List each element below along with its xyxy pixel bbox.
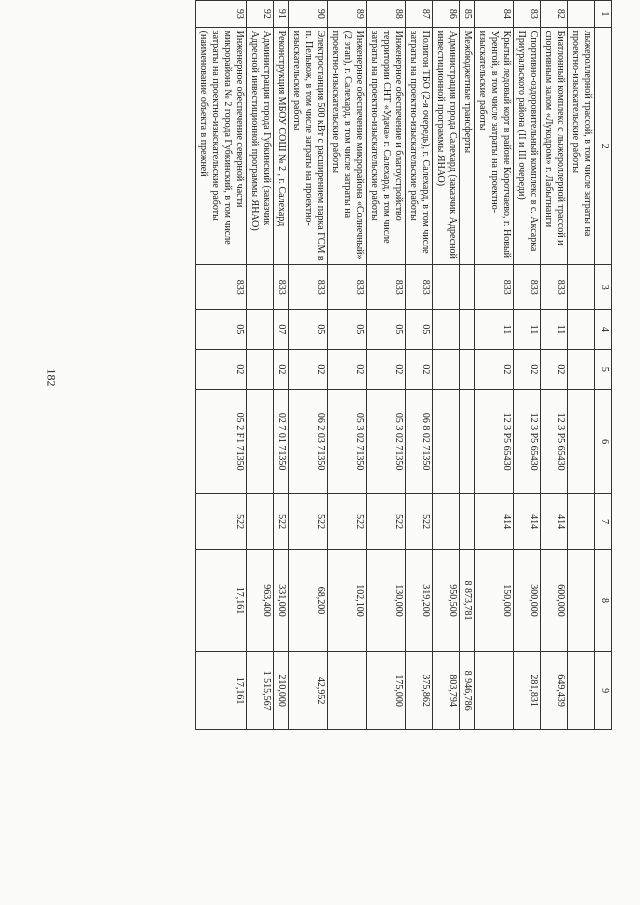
- cell-col4: 05: [328, 309, 367, 349]
- cell-col6: 05 2 F1 71350: [196, 389, 247, 493]
- table-row: [367, 1, 406, 730]
- table-row: [328, 1, 367, 730]
- table-row: [196, 1, 247, 730]
- cell-col4: 11: [514, 309, 541, 349]
- cell-col4: [433, 309, 460, 349]
- cell-name: Инженерное обеспечение северной части микрорайона № 2 города Губкинский, в том числе затраты на проектно-изыскательские работы (наименование объекта в прежней: [196, 27, 247, 265]
- column-header: 1: [595, 1, 612, 28]
- cell-col5: 02: [406, 349, 433, 389]
- cell-col4: 11: [475, 309, 514, 349]
- cell-col6: [433, 389, 460, 493]
- cell-col6: 06 2 03 71350: [289, 389, 328, 493]
- cell-col5: 02: [475, 349, 514, 389]
- cell-col9: 17,161: [196, 652, 247, 730]
- cell-col8: 130,000: [367, 549, 406, 651]
- cell-col7: 414: [514, 494, 541, 550]
- cell-col7: 414: [475, 494, 514, 550]
- cell-col8: 950,500: [433, 549, 460, 651]
- cell-number: [568, 1, 595, 28]
- table-row: [289, 1, 328, 730]
- cell-name: Администрация города Губкинский (заказчик Адресной инвестиционной программы ЯНАО): [247, 27, 274, 265]
- cell-col3: 833: [289, 265, 328, 309]
- cell-name: Инженерное обеспечение и благоустройство территории СНТ «Удача» г. Салехард, в том числе затраты на проектно-изыскательские работы: [367, 27, 406, 265]
- cell-col4: [247, 309, 274, 349]
- cell-number: 93: [196, 1, 247, 28]
- cell-col6: 05 3 02 71350: [367, 389, 406, 493]
- cell-number: 91: [274, 1, 289, 28]
- cell-col6: [247, 389, 274, 493]
- cell-col6: 02 7 01 71350: [274, 389, 289, 493]
- cell-col4: 11: [541, 309, 568, 349]
- cell-col3: [568, 265, 595, 309]
- table-row: [433, 1, 460, 730]
- cell-col6: [460, 389, 475, 493]
- cell-number: 85: [460, 1, 475, 28]
- table-row: [541, 1, 568, 730]
- cell-number: 82: [541, 1, 568, 28]
- cell-col7: 522: [406, 494, 433, 550]
- cell-col6: 06 8 02 71350: [406, 389, 433, 493]
- cell-col7: 522: [196, 494, 247, 550]
- cell-col3: [247, 265, 274, 309]
- header-row: [595, 1, 612, 730]
- table-row: [475, 1, 514, 730]
- cell-col5: [247, 349, 274, 389]
- cell-col4: 07: [274, 309, 289, 349]
- cell-col9: 8 946,786: [460, 652, 475, 730]
- cell-col8: 600,000: [541, 549, 568, 651]
- cell-col9: [475, 652, 514, 730]
- cell-col7: [568, 494, 595, 550]
- cell-col8: 319,200: [406, 549, 433, 651]
- cell-col9: 210,000: [274, 652, 289, 730]
- cell-col5: [433, 349, 460, 389]
- cell-col6: 05 3 02 71350: [328, 389, 367, 493]
- cell-name: Полигон ТБО (2-я очередь), г. Салехард, в том числе затраты на проектно-изыскательские работы: [406, 27, 433, 265]
- cell-col5: 02: [367, 349, 406, 389]
- cell-number: 83: [514, 1, 541, 28]
- cell-name: Инженерное обеспечение микрорайона «Солнечный» (2 этап), г. Салехард, в том числе затраты на проектно-изыскательские работы: [328, 27, 367, 265]
- cell-col3: 833: [406, 265, 433, 309]
- column-header: 9: [595, 652, 612, 730]
- cell-col8: 68,200: [289, 549, 328, 651]
- column-header: 7: [595, 494, 612, 550]
- cell-name: Биатлонный комплекс с лыжероллерной трассой и спортивным залом «Лукодром» г. Лабытнанги: [541, 27, 568, 265]
- table-row: [460, 1, 475, 730]
- cell-col7: 522: [289, 494, 328, 550]
- cell-col3: 833: [367, 265, 406, 309]
- cell-col4: 05: [367, 309, 406, 349]
- cell-col7: 414: [541, 494, 568, 550]
- cell-col4: 05: [406, 309, 433, 349]
- cell-col5: 02: [514, 349, 541, 389]
- cell-col3: [460, 265, 475, 309]
- column-header: 5: [595, 349, 612, 389]
- column-header: 3: [595, 265, 612, 309]
- cell-number: 92: [247, 1, 274, 28]
- cell-col3: 833: [475, 265, 514, 309]
- cell-col8: 963,400: [247, 549, 274, 651]
- table-row: [247, 1, 274, 730]
- column-header: 8: [595, 549, 612, 651]
- cell-col5: [568, 349, 595, 389]
- cell-col5: 02: [541, 349, 568, 389]
- cell-name: Электростанция 500 кВт с расширением парка ГСМ в п. Пельвож, в том числе затраты на проектно-изыскательские работы: [289, 27, 328, 265]
- cell-col6: 12 3 P5 65430: [541, 389, 568, 493]
- cell-name: Крытый ледовый корт в районе Коротчаево, г. Новый Уренгой, в том числе затраты на проектно-изыскательские работы: [475, 27, 514, 265]
- cell-number: 84: [475, 1, 514, 28]
- cell-col5: [460, 349, 475, 389]
- table-row: [514, 1, 541, 730]
- cell-col7: 522: [367, 494, 406, 550]
- cell-col6: 12 3 P5 65430: [514, 389, 541, 493]
- table-row: [406, 1, 433, 730]
- cell-col8: 150,000: [475, 549, 514, 651]
- cell-col4: [460, 309, 475, 349]
- cell-name: Межбюджетные трансферты: [460, 27, 475, 265]
- cell-col9: 1 515,567: [247, 652, 274, 730]
- cell-name: Администрация города Салехард (заказчик Адресной инвестиционной программы ЯНАО): [433, 27, 460, 265]
- cell-col8: [568, 549, 595, 651]
- page-number: 182: [44, 368, 59, 387]
- column-header: 6: [595, 389, 612, 493]
- cell-number: 86: [433, 1, 460, 28]
- table-body: [196, 1, 595, 730]
- cell-col3: 833: [274, 265, 289, 309]
- cell-number: 88: [367, 1, 406, 28]
- cell-col9: 649,439: [541, 652, 568, 730]
- cell-name: Реконструкция МБОУ СОШ № 2 , г. Салехард: [274, 27, 289, 265]
- cell-col3: 833: [196, 265, 247, 309]
- cell-col4: 05: [196, 309, 247, 349]
- rotated-table-wrapper: [110, 0, 610, 711]
- cell-col3: 833: [514, 265, 541, 309]
- cell-col9: 42,952: [289, 652, 328, 730]
- cell-col8: 331,000: [274, 549, 289, 651]
- cell-col6: 12 3 P5 65430: [475, 389, 514, 493]
- cell-name: лыжероллерной трассой, в том числе затраты на проектно-изыскательские работы: [568, 27, 595, 265]
- cell-col5: 02: [289, 349, 328, 389]
- cell-col8: 300,000: [514, 549, 541, 651]
- cell-col5: 02: [196, 349, 247, 389]
- cell-number: 87: [406, 1, 433, 28]
- cell-col8: 8 873,781: [460, 549, 475, 651]
- cell-col5: 02: [274, 349, 289, 389]
- cell-number: 90: [289, 1, 328, 28]
- cell-col7: [460, 494, 475, 550]
- cell-col9: [568, 652, 595, 730]
- cell-col4: [568, 309, 595, 349]
- cell-col4: 05: [289, 309, 328, 349]
- cell-col8: 17,161: [196, 549, 247, 651]
- cell-col9: [328, 652, 367, 730]
- table-row: [568, 1, 595, 730]
- cell-col6: [568, 389, 595, 493]
- cell-col3: [433, 265, 460, 309]
- column-header: 4: [595, 309, 612, 349]
- cell-col9: 175,000: [367, 652, 406, 730]
- table-row: [274, 1, 289, 730]
- cell-col7: 522: [328, 494, 367, 550]
- column-header: 2: [595, 27, 612, 265]
- cell-col5: 02: [328, 349, 367, 389]
- cell-col3: 833: [328, 265, 367, 309]
- cell-col3: 833: [541, 265, 568, 309]
- cell-col9: 803,794: [433, 652, 460, 730]
- cell-name: Спортивно-оздоровительный комплекс в с. Аксарка Приуральского района (II и III очереди): [514, 27, 541, 265]
- cell-col7: 522: [274, 494, 289, 550]
- cell-col7: [433, 494, 460, 550]
- budget-table: [195, 0, 612, 730]
- budget-table-sheet: [112, 0, 612, 730]
- cell-col8: 102,100: [328, 549, 367, 651]
- cell-col7: [247, 494, 274, 550]
- cell-col9: 281,831: [514, 652, 541, 730]
- cell-number: 89: [328, 1, 367, 28]
- cell-col9: 375,862: [406, 652, 433, 730]
